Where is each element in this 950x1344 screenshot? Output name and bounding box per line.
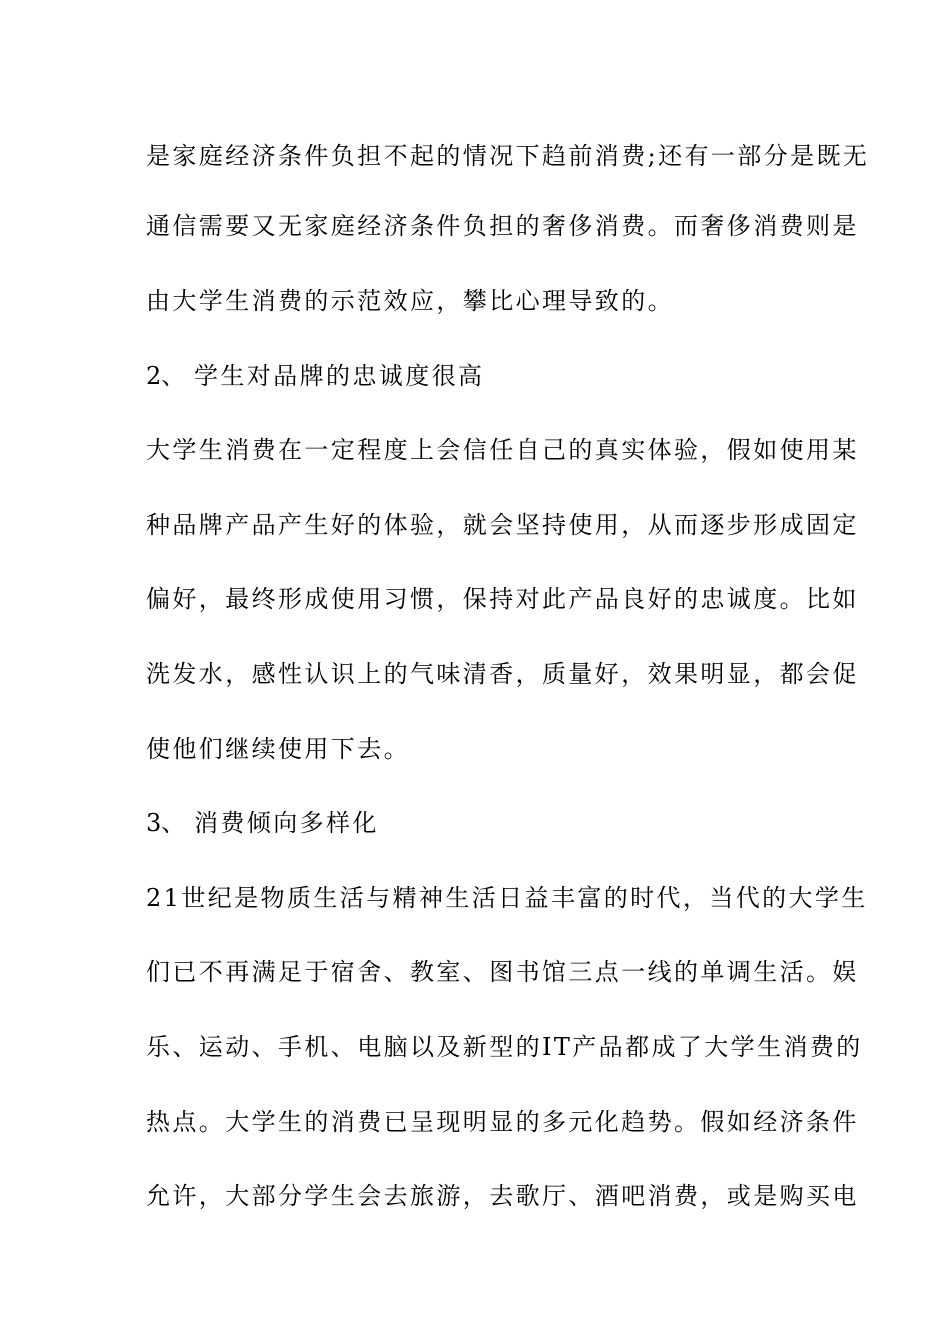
paragraph-line: 热点。大学生的消费已呈现明显的多元化趋势。假如经济条件 — [146, 1108, 859, 1136]
paragraph-line: 通信需要又无家庭经济条件负担的奢侈消费。而奢侈消费则是 — [146, 212, 859, 240]
paragraph-line: 21世纪是物质生活与精神生活日益丰富的时代，当代的大学生 — [146, 884, 868, 912]
paragraph-line: 由大学生消费的示范效应，攀比心理导致的。 — [146, 287, 674, 315]
paragraph-line: 允许，大部分学生会去旅游，去歌厅、酒吧消费，或是购买电 — [146, 1182, 859, 1210]
paragraph-line: 使他们继续使用下去。 — [146, 735, 410, 763]
section-heading-3 — [146, 805, 811, 841]
section-number: 2、 — [146, 362, 186, 390]
section-heading-2 — [146, 358, 811, 394]
section-number: 3、 — [146, 809, 186, 837]
paragraph-line: 种品牌产品产生好的体验，就会坚持使用，从而逐步形成固定 — [146, 511, 859, 539]
paragraph-line: 大学生消费在一定程度上会信任自己的真实体验，假如使用某 — [146, 436, 859, 464]
paragraph-line: 是家庭经济条件负担不起的情况下趋前消费;还有一部分是既无 — [146, 142, 870, 170]
section-title: 学生对品牌的忠诚度很高 — [194, 362, 485, 390]
paragraph-line: 乐、运动、手机、电脑以及新型的IT产品都成了大学生消费的 — [146, 1033, 863, 1061]
section-title: 消费倾向多样化 — [194, 809, 379, 837]
paragraph-line: 偏好，最终形成使用习惯，保持对此产品良好的忠诚度。比如 — [146, 585, 859, 613]
paragraph-line: 们已不再满足于宿舍、教室、图书馆三点一线的单调生活。娱 — [146, 958, 859, 986]
paragraph-line: 洗发水，感性认识上的气味清香，质量好，效果明显，都会促 — [146, 660, 859, 688]
